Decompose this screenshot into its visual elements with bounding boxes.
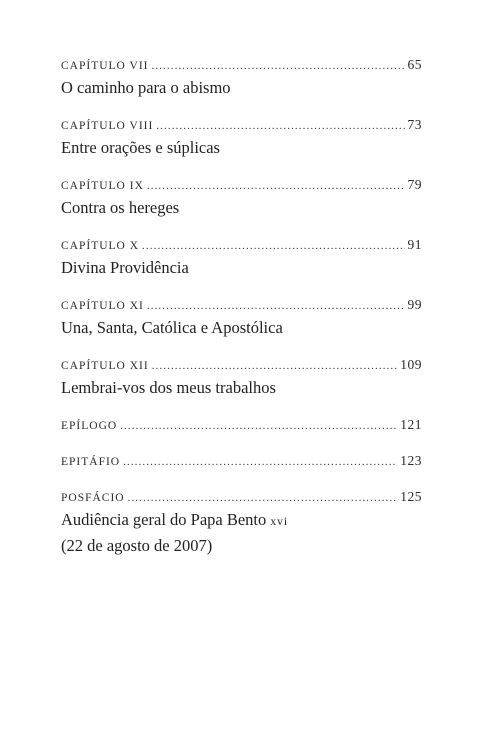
dot-leader (128, 490, 398, 507)
page-number: 125 (400, 489, 422, 504)
chapter-title: Lembrai-vos dos meus trabalhos (61, 378, 276, 397)
page-number: 123 (400, 453, 422, 468)
chapter-label: CAPÍTULO X (61, 240, 140, 252)
chapter-label: CAPÍTULO IX (61, 180, 144, 192)
toc-entry (61, 488, 422, 557)
toc-entry-head (61, 236, 422, 255)
toc-entry-head (61, 488, 422, 507)
chapter-label: CAPÍTULO VII (61, 60, 149, 72)
chapter-title: Divina Providência (61, 258, 189, 277)
section-title (61, 509, 422, 533)
section-label: EPÍLOGO (61, 420, 118, 432)
chapter-label: CAPÍTULO XI (61, 300, 144, 312)
toc-entry-head (61, 296, 422, 315)
page-number: 99 (407, 297, 422, 312)
page-number: 79 (407, 177, 422, 192)
toc-entry (61, 452, 422, 471)
toc-entry-head (61, 356, 422, 375)
toc-entry-head (61, 116, 422, 135)
dot-leader (147, 298, 405, 315)
toc-entry (61, 176, 422, 219)
dot-leader (123, 454, 397, 471)
page-number: 109 (400, 357, 422, 372)
toc-entry-head (61, 416, 422, 435)
dot-leader (120, 418, 397, 435)
toc-entry (61, 236, 422, 279)
dot-leader (142, 238, 404, 255)
toc-entry-head (61, 176, 422, 195)
page-number: 73 (407, 117, 422, 132)
section-label: POSFÁCIO (61, 492, 125, 504)
chapter-title: Contra os hereges (61, 198, 180, 217)
chapter-title: Entre orações e súplicas (61, 138, 220, 157)
roman-numeral: xvi (270, 516, 289, 528)
chapter-label: CAPÍTULO XII (61, 360, 149, 372)
dot-leader (156, 118, 404, 135)
section-label: EPITÁFIO (61, 456, 121, 468)
toc-entry (61, 416, 422, 435)
toc-entry (61, 56, 422, 99)
toc-entry-head (61, 452, 422, 471)
dot-leader (152, 58, 405, 75)
chapter-title: O caminho para o abismo (61, 78, 231, 97)
page-number: 121 (400, 417, 422, 432)
table-of-contents (61, 56, 422, 574)
dot-leader (147, 178, 405, 195)
toc-entry-head (61, 56, 422, 75)
toc-entry (61, 296, 422, 339)
chapter-title: Una, Santa, Católica e Apostólica (61, 318, 283, 337)
section-subtitle: (22 de agosto de 2007) (61, 536, 213, 555)
toc-entry (61, 356, 422, 399)
chapter-label: CAPÍTULO VIII (61, 120, 154, 132)
dot-leader (152, 358, 398, 375)
page-number: 65 (407, 57, 422, 72)
toc-entry (61, 116, 422, 159)
page-number: 91 (407, 237, 422, 252)
section-title-text: Audiência geral do Papa Bento (61, 510, 271, 529)
